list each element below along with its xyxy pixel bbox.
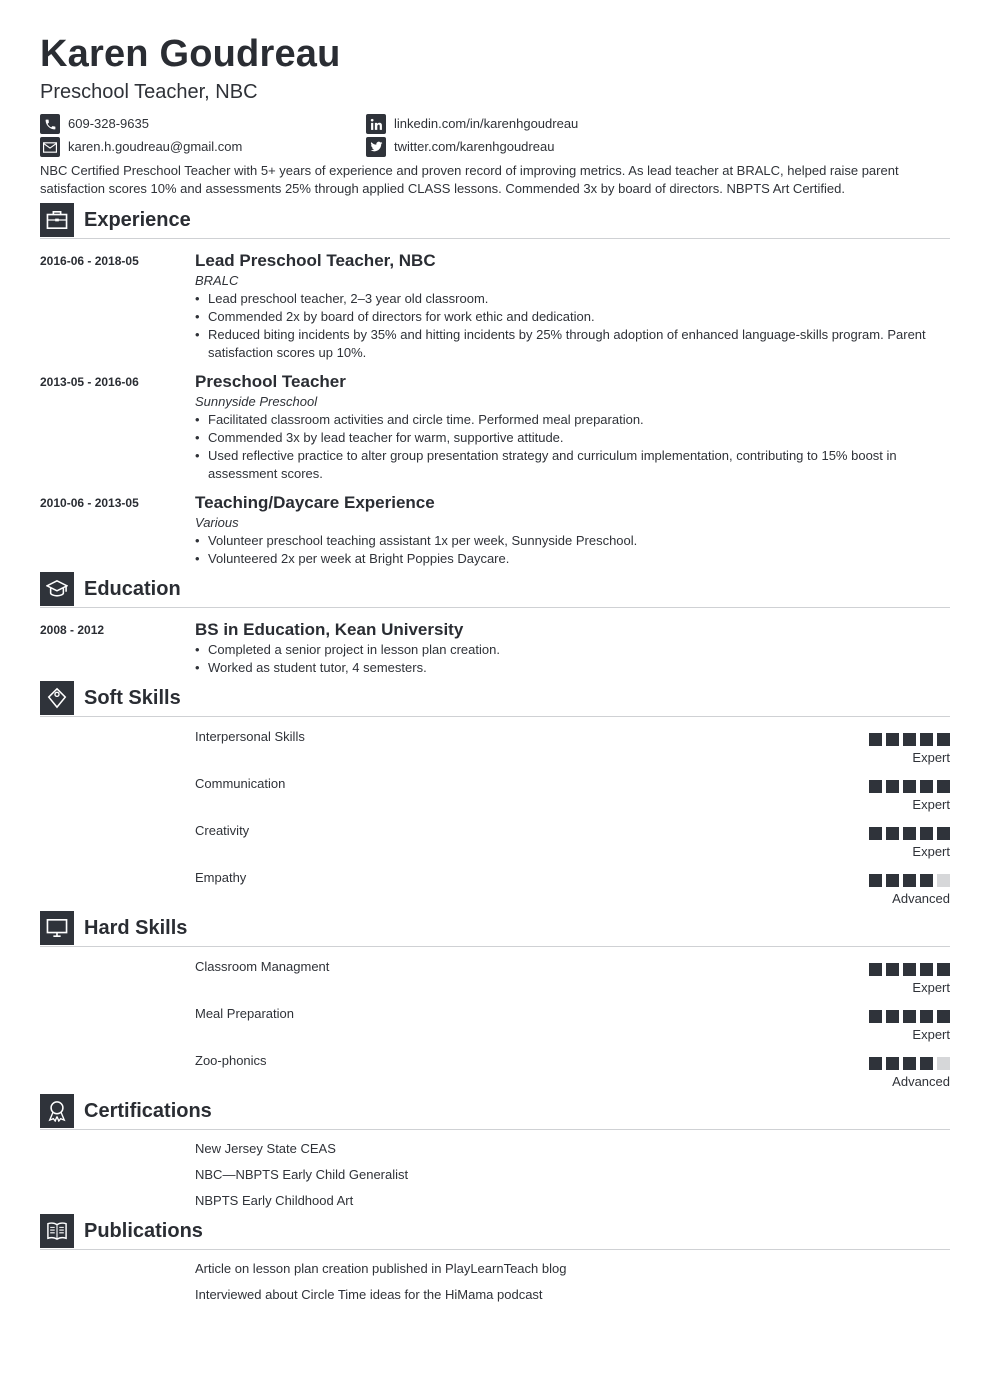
section-experience (40, 203, 950, 239)
skill-level: Advanced (892, 1074, 950, 1089)
contact-twitter[interactable] (366, 137, 554, 157)
rating-square-filled (886, 780, 899, 793)
skill-rating (865, 1010, 950, 1023)
entry-role: Teaching/Daycare Experience (195, 493, 435, 512)
rating-square-filled (920, 827, 933, 840)
entry-bullet: • Volunteered 2x per week at Bright Poppies Daycare. (195, 550, 935, 568)
skill-name: Empathy (195, 870, 247, 885)
section-certifications (40, 1094, 950, 1130)
entry-org: Sunnyside Preschool (195, 394, 318, 409)
skill-rating (865, 827, 950, 840)
rating-square-filled (869, 963, 882, 976)
rating-square-filled (920, 1057, 933, 1070)
rating-square-filled (903, 733, 916, 746)
entry-bullet: • Reduced biting incidents by 35% and hitting incidents by 25% through adoption of enhanced language-skills program. Parent satisfaction scores up 10%. (195, 326, 935, 362)
entry-bullet: • Completed a senior project in lesson plan creation. (195, 641, 935, 659)
rating-square-filled (869, 827, 882, 840)
publication-item: Interviewed about Circle Time ideas for the HiMama podcast (195, 1287, 543, 1302)
entry-bullet: • Volunteer preschool teaching assistant 1x per week, Sunnyside Preschool. (195, 532, 935, 550)
entry-org: BRALC (195, 273, 239, 288)
certification-item: NBPTS Early Childhood Art (195, 1193, 354, 1208)
skill-rating (865, 1057, 950, 1070)
rating-square-filled (886, 874, 899, 887)
skill-level: Expert (912, 1027, 950, 1042)
entry-bullet: • Facilitated classroom activities and circle time. Performed meal preparation. (195, 411, 935, 429)
skill-row (195, 1053, 950, 1093)
section-title: Education (84, 578, 181, 600)
section-title: Soft Skills (84, 687, 181, 709)
skill-name: Creativity (195, 823, 250, 838)
section-education (40, 572, 950, 608)
rating-square-filled (869, 874, 882, 887)
entry-date: 2008 - 2012 (40, 623, 105, 637)
entry-date: 2010-06 - 2013-05 (40, 496, 139, 510)
section-title: Experience (84, 209, 191, 231)
section-hard-skills (40, 911, 950, 947)
rating-square-filled (920, 963, 933, 976)
rating-square-empty (937, 874, 950, 887)
rating-square-filled (886, 827, 899, 840)
contact-phone (40, 114, 149, 134)
graduation-cap-icon (40, 572, 74, 606)
skill-row (195, 729, 950, 769)
section-soft-skills (40, 681, 950, 717)
skill-rating (865, 963, 950, 976)
skill-level: Advanced (892, 891, 950, 906)
rating-square-filled (886, 733, 899, 746)
skill-rating (865, 733, 950, 746)
skill-row (195, 959, 950, 999)
rating-square-filled (869, 733, 882, 746)
skill-row (195, 823, 950, 863)
briefcase-icon (40, 203, 74, 237)
section-title: Certifications (84, 1100, 212, 1122)
linkedin-link[interactable]: linkedin.com/in/karenhgoudreau (394, 116, 579, 131)
rating-square-filled (903, 874, 916, 887)
rating-square-filled (903, 1010, 916, 1023)
certification-item: New Jersey State CEAS (195, 1141, 336, 1156)
entry-role: Preschool Teacher (195, 372, 346, 391)
skill-rating (865, 874, 950, 887)
contact-linkedin[interactable] (366, 114, 578, 134)
candidate-name: Karen Goudreau (40, 33, 341, 75)
publication-item: Article on lesson plan creation published in PlayLearnTeach blog (195, 1261, 567, 1276)
rating-square-empty (937, 1057, 950, 1070)
monitor-icon (40, 911, 74, 945)
skill-level: Expert (912, 844, 950, 859)
rating-square-filled (920, 874, 933, 887)
skill-level: Expert (912, 797, 950, 812)
skill-row (195, 870, 950, 910)
rating-square-filled (903, 780, 916, 793)
entry-date: 2013-05 - 2016-06 (40, 375, 139, 389)
skill-row (195, 776, 950, 816)
skill-level: Expert (912, 980, 950, 995)
rating-square-filled (937, 733, 950, 746)
rating-square-filled (886, 1057, 899, 1070)
entry-bullet: • Lead preschool teacher, 2–3 year old classroom. (195, 290, 935, 308)
certification-item: NBC—NBPTS Early Child Generalist (195, 1167, 409, 1182)
email-link[interactable]: karen.h.goudreau@gmail.com (68, 139, 243, 154)
rating-square-filled (920, 733, 933, 746)
section-title: Hard Skills (84, 917, 188, 939)
rating-square-filled (886, 1010, 899, 1023)
rating-square-filled (886, 963, 899, 976)
skill-name: Communication (195, 776, 286, 791)
rating-square-filled (869, 1057, 882, 1070)
rating-square-filled (937, 1010, 950, 1023)
rating-square-filled (903, 827, 916, 840)
skill-row (195, 1006, 950, 1046)
rating-square-filled (937, 963, 950, 976)
rating-square-filled (937, 780, 950, 793)
mail-icon (40, 137, 60, 157)
entry-role: BS in Education, Kean University (195, 620, 464, 639)
open-book-icon (40, 1214, 74, 1248)
rating-square-filled (903, 963, 916, 976)
rating-square-filled (903, 1057, 916, 1070)
entry-bullet: • Worked as student tutor, 4 semesters. (195, 659, 935, 677)
rating-square-filled (920, 780, 933, 793)
skill-level: Expert (912, 750, 950, 765)
linkedin-icon (366, 114, 386, 134)
twitter-icon (366, 137, 386, 157)
entry-role: Lead Preschool Teacher, NBC (195, 251, 436, 270)
rating-square-filled (869, 1010, 882, 1023)
entry-bullet: • Commended 3x by lead teacher for warm, supportive attitude. (195, 429, 935, 447)
skill-name: Interpersonal Skills (195, 729, 305, 744)
candidate-title: Preschool Teacher, NBC (40, 81, 258, 103)
puzzle-icon (40, 681, 74, 715)
rating-square-filled (920, 1010, 933, 1023)
entry-org: Various (195, 515, 239, 530)
contact-email[interactable] (40, 137, 242, 157)
award-ribbon-icon (40, 1094, 74, 1128)
phone-icon (40, 114, 60, 134)
summary: NBC Certified Preschool Teacher with 5+ years of experience and proven record of improving metrics. As lead teacher at BRALC, helped raise parent satisfaction scores 10% and assessments 25% through applied CLASS lessons. Commended 3x by board of directors. NBPTS Art Certified. (40, 163, 899, 196)
twitter-link[interactable]: twitter.com/karenhgoudreau (394, 139, 555, 154)
entry-bullet: • Commended 2x by board of directors for work ethic and dedication. (195, 308, 935, 326)
section-publications (40, 1214, 950, 1250)
entry-bullet: • Used reflective practice to alter group presentation strategy and curriculum implementation, contributing to 15% boost in assessment scores. (195, 447, 935, 483)
skill-name: Meal Preparation (195, 1006, 294, 1021)
entry-date: 2016-06 - 2018-05 (40, 254, 139, 268)
rating-square-filled (869, 780, 882, 793)
skill-name: Zoo-phonics (195, 1053, 267, 1068)
phone-text: 609-328-9635 (68, 116, 149, 131)
section-title: Publications (84, 1220, 203, 1242)
rating-square-filled (937, 827, 950, 840)
skill-name: Classroom Managment (195, 959, 330, 974)
skill-rating (865, 780, 950, 793)
